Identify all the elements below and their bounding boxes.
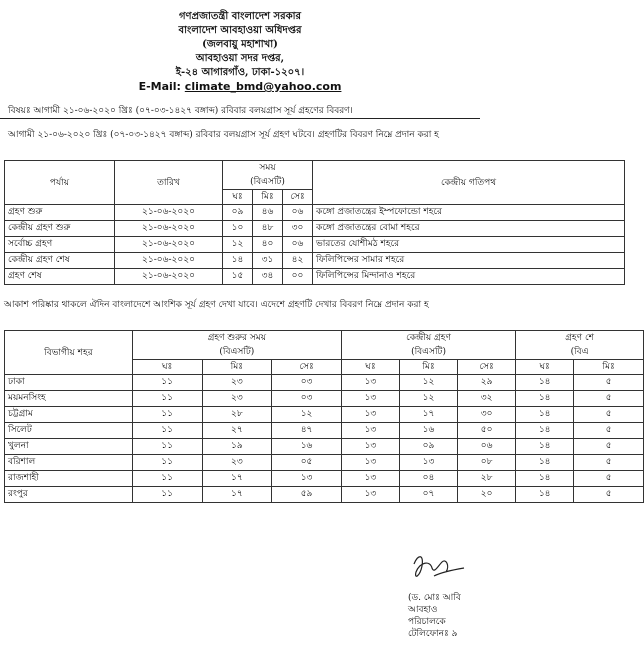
header-line-4: আবহাওয়া সদর দপ্তর, bbox=[195, 53, 285, 64]
city-cell: সিলেট bbox=[5, 423, 133, 439]
end-hour-cell: ১৪ bbox=[516, 439, 574, 455]
minute-cell: ৪৮ bbox=[253, 221, 283, 237]
end-hour-cell: ১৪ bbox=[516, 455, 574, 471]
start-hour-cell: ১১ bbox=[132, 471, 202, 487]
header-line-3: (জলবায়ু মহাশাখা) bbox=[202, 39, 278, 50]
start-hour-cell: ১১ bbox=[132, 391, 202, 407]
central-minute-cell: ০৪ bbox=[399, 471, 457, 487]
second-cell: ০৬ bbox=[283, 205, 313, 221]
city-visibility-table bbox=[4, 330, 644, 503]
visibility-paragraph: আকাশ পরিষ্কার থাকলে ঐদিন বাংলাদেশে আংশিক সূর্য গ্রহণ দেখা যাবে। এদেশে গ্রহণটি দেখার বিবরণ নিম্নে প্রদান করা হ bbox=[4, 300, 429, 310]
phase-cell: সর্বোচ্চ গ্রহণ bbox=[5, 237, 115, 253]
path-cell: ফিলিপিন্সের মিন্দানাও শহরে bbox=[313, 269, 625, 285]
end-hour-cell: ১৪ bbox=[516, 487, 574, 503]
signatory-org: আবহাও bbox=[408, 605, 438, 615]
col-minute: মিঃ bbox=[202, 360, 272, 375]
signatory-name: (ড. মোঃ আবি bbox=[408, 593, 461, 603]
central-hour-cell: ১৩ bbox=[341, 487, 399, 503]
central-hour-cell: ১৩ bbox=[341, 407, 399, 423]
signatory-title: পরিচালকে bbox=[408, 617, 446, 627]
central-minute-cell: ১৬ bbox=[399, 423, 457, 439]
central-second-cell: ৩০ bbox=[458, 407, 516, 423]
email-label: E-Mail: bbox=[138, 80, 181, 93]
col-city: বিভাগীয় শহর bbox=[5, 331, 133, 375]
path-cell: ভারতের যোশীমঠ শহরে bbox=[313, 237, 625, 253]
table-row bbox=[5, 205, 625, 221]
letterhead bbox=[0, 10, 480, 94]
col-end bbox=[516, 331, 644, 360]
end-minute-cell: ৫ bbox=[574, 375, 644, 391]
start-second-cell: ৪৭ bbox=[272, 423, 342, 439]
table-row bbox=[5, 423, 644, 439]
start-minute-cell: ১৭ bbox=[202, 471, 272, 487]
second-cell: ০০ bbox=[283, 269, 313, 285]
col-hour: ঘঃ bbox=[341, 360, 399, 375]
col-end-sub: (বিএ bbox=[570, 347, 589, 357]
end-hour-cell: ১৪ bbox=[516, 375, 574, 391]
col-start-label: গ্রহণ শুরুর সময় bbox=[207, 333, 267, 343]
start-hour-cell: ১১ bbox=[132, 487, 202, 503]
start-hour-cell: ১১ bbox=[132, 455, 202, 471]
end-minute-cell: ৫ bbox=[574, 455, 644, 471]
end-minute-cell: ৫ bbox=[574, 439, 644, 455]
central-minute-cell: ১২ bbox=[399, 375, 457, 391]
central-second-cell: ৫০ bbox=[458, 423, 516, 439]
central-minute-cell: ১৩ bbox=[399, 455, 457, 471]
date-cell: ২১-০৬-২০২০ bbox=[115, 237, 223, 253]
table-row bbox=[5, 269, 625, 285]
second-cell: ৩০ bbox=[283, 221, 313, 237]
col-path: কেন্দ্রীয় গতিপথ bbox=[313, 161, 625, 205]
table-row bbox=[5, 471, 644, 487]
phase-cell: গ্রহণ শুরু bbox=[5, 205, 115, 221]
hour-cell: ০৯ bbox=[223, 205, 253, 221]
phase-cell: কেন্দ্রীয় গ্রহণ শেষ bbox=[5, 253, 115, 269]
col-time-sub: (বিএসটি) bbox=[250, 177, 285, 187]
table-row bbox=[5, 455, 644, 471]
col-second: সেঃ bbox=[272, 360, 342, 375]
end-minute-cell: ৫ bbox=[574, 471, 644, 487]
header-line-5: ই-২৪ আগারগাঁও, ঢাকা-১২০৭। bbox=[175, 67, 305, 78]
eclipse-phase-table bbox=[4, 160, 625, 285]
end-hour-cell: ১৪ bbox=[516, 407, 574, 423]
col-second: সেঃ bbox=[458, 360, 516, 375]
signature-mark bbox=[408, 550, 468, 590]
start-second-cell: ০৩ bbox=[272, 375, 342, 391]
central-second-cell: ৩২ bbox=[458, 391, 516, 407]
table-row bbox=[5, 253, 625, 269]
phase-cell: গ্রহণ শেষ bbox=[5, 269, 115, 285]
col-hour: ঘঃ bbox=[223, 190, 253, 205]
city-cell: রাজশাহী bbox=[5, 471, 133, 487]
minute-cell: ৩৪ bbox=[253, 269, 283, 285]
central-hour-cell: ১৩ bbox=[341, 439, 399, 455]
end-minute-cell: ৫ bbox=[574, 407, 644, 423]
central-second-cell: ০৬ bbox=[458, 439, 516, 455]
col-minute: মিঃ bbox=[574, 360, 644, 375]
col-start bbox=[132, 331, 341, 360]
col-time bbox=[223, 161, 313, 190]
table-row bbox=[5, 487, 644, 503]
signature-block bbox=[408, 592, 508, 640]
col-phase: পর্যায় bbox=[5, 161, 115, 205]
date-cell: ২১-০৬-২০২০ bbox=[115, 205, 223, 221]
minute-cell: ৪৬ bbox=[253, 205, 283, 221]
central-second-cell: ২৮ bbox=[458, 471, 516, 487]
col-end-label: গ্রহণ শে bbox=[565, 333, 594, 343]
start-minute-cell: ২৭ bbox=[202, 423, 272, 439]
path-cell: কঙ্গো প্রজাতন্ত্রের বোমা শহরে bbox=[313, 221, 625, 237]
hour-cell: ১৫ bbox=[223, 269, 253, 285]
subject-divider bbox=[0, 118, 480, 119]
header-line-1: গণপ্রজাতন্ত্রী বাংলাদেশ সরকার bbox=[179, 11, 301, 22]
table-row bbox=[5, 375, 644, 391]
start-hour-cell: ১১ bbox=[132, 423, 202, 439]
central-minute-cell: ০৭ bbox=[399, 487, 457, 503]
minute-cell: ৩১ bbox=[253, 253, 283, 269]
col-hour: ঘঃ bbox=[132, 360, 202, 375]
city-cell: বরিশাল bbox=[5, 455, 133, 471]
start-minute-cell: ১৯ bbox=[202, 439, 272, 455]
hour-cell: ১৪ bbox=[223, 253, 253, 269]
end-minute-cell: ৫ bbox=[574, 487, 644, 503]
col-minute: মিঃ bbox=[399, 360, 457, 375]
table-row bbox=[5, 391, 644, 407]
city-cell: চট্টগ্রাম bbox=[5, 407, 133, 423]
hour-cell: ১২ bbox=[223, 237, 253, 253]
date-cell: ২১-০৬-২০২০ bbox=[115, 253, 223, 269]
start-second-cell: ০৩ bbox=[272, 391, 342, 407]
intro-paragraph: আগামী ২১-০৬-২০২০ খ্রিঃ (০৭-০৩-১৪২৭ বঙ্গাব্দ) রবিবার বলয়গ্রাস সূর্য গ্রহণ ঘটবে। গ্রহণটির বিবরণ নিম্নে প্রদান করা হ bbox=[8, 130, 439, 140]
central-hour-cell: ১৩ bbox=[341, 471, 399, 487]
start-hour-cell: ১১ bbox=[132, 439, 202, 455]
start-second-cell: ০৫ bbox=[272, 455, 342, 471]
table-row bbox=[5, 221, 625, 237]
col-time-label: সময় bbox=[259, 163, 276, 173]
city-cell: রংপুর bbox=[5, 487, 133, 503]
central-second-cell: ২০ bbox=[458, 487, 516, 503]
central-hour-cell: ১৩ bbox=[341, 423, 399, 439]
header-email bbox=[0, 80, 480, 94]
second-cell: ০৬ bbox=[283, 237, 313, 253]
end-hour-cell: ১৪ bbox=[516, 423, 574, 439]
start-second-cell: ১৬ bbox=[272, 439, 342, 455]
hour-cell: ১০ bbox=[223, 221, 253, 237]
central-second-cell: ২৯ bbox=[458, 375, 516, 391]
col-date: তারিখ bbox=[115, 161, 223, 205]
start-minute-cell: ২৮ bbox=[202, 407, 272, 423]
city-cell: ঢাকা bbox=[5, 375, 133, 391]
end-hour-cell: ১৪ bbox=[516, 471, 574, 487]
table-row bbox=[5, 407, 644, 423]
col-central bbox=[341, 331, 515, 360]
col-start-sub: (বিএসটি) bbox=[219, 347, 255, 357]
col-second: সেঃ bbox=[283, 190, 313, 205]
date-cell: ২১-০৬-২০২০ bbox=[115, 269, 223, 285]
start-minute-cell: ২৩ bbox=[202, 391, 272, 407]
col-hour: ঘঃ bbox=[516, 360, 574, 375]
minute-cell: ৪০ bbox=[253, 237, 283, 253]
central-hour-cell: ১৩ bbox=[341, 391, 399, 407]
table-row bbox=[5, 237, 625, 253]
phase-cell: কেন্দ্রীয় গ্রহণ শুরু bbox=[5, 221, 115, 237]
email-link[interactable]: climate_bmd@yahoo.com bbox=[184, 80, 342, 93]
path-cell: ফিলিপিন্সের সামার শহরে bbox=[313, 253, 625, 269]
city-cell: ময়মনসিংহ bbox=[5, 391, 133, 407]
city-cell: খুলনা bbox=[5, 439, 133, 455]
col-minute: মিঃ bbox=[253, 190, 283, 205]
start-minute-cell: ২৩ bbox=[202, 455, 272, 471]
start-second-cell: ১৩ bbox=[272, 471, 342, 487]
start-second-cell: ১২ bbox=[272, 407, 342, 423]
central-hour-cell: ১৩ bbox=[341, 375, 399, 391]
header-line-2: বাংলাদেশ আবহাওয়া অধিদপ্তর bbox=[178, 25, 302, 36]
central-minute-cell: ১২ bbox=[399, 391, 457, 407]
start-minute-cell: ১৭ bbox=[202, 487, 272, 503]
start-minute-cell: ২৩ bbox=[202, 375, 272, 391]
col-central-sub: (বিএসটি) bbox=[411, 347, 446, 357]
end-hour-cell: ১৪ bbox=[516, 391, 574, 407]
second-cell: ৪২ bbox=[283, 253, 313, 269]
table-row bbox=[5, 439, 644, 455]
end-minute-cell: ৫ bbox=[574, 391, 644, 407]
date-cell: ২১-০৬-২০২০ bbox=[115, 221, 223, 237]
start-hour-cell: ১১ bbox=[132, 375, 202, 391]
end-minute-cell: ৫ bbox=[574, 423, 644, 439]
signatory-phone: টেলিফোনঃ ৯ bbox=[408, 629, 458, 639]
start-second-cell: ৫৯ bbox=[272, 487, 342, 503]
path-cell: কঙ্গো প্রজাতন্ত্রের ইম্পফোন্ডো শহরে bbox=[313, 205, 625, 221]
central-minute-cell: ০৯ bbox=[399, 439, 457, 455]
start-hour-cell: ১১ bbox=[132, 407, 202, 423]
central-hour-cell: ১৩ bbox=[341, 455, 399, 471]
central-minute-cell: ১৭ bbox=[399, 407, 457, 423]
central-second-cell: ০৮ bbox=[458, 455, 516, 471]
col-central-label: কেন্দ্রীয় গ্রহণ bbox=[406, 333, 451, 343]
subject-line: বিষয়ঃ আগামী ২১-০৬-২০২০ খ্রিঃ (০৭-০৩-১৪২৭ বঙ্গাব্দ) রবিবার বলয়গ্রাস সূর্য গ্রহণের বিবরণ। bbox=[8, 106, 353, 116]
